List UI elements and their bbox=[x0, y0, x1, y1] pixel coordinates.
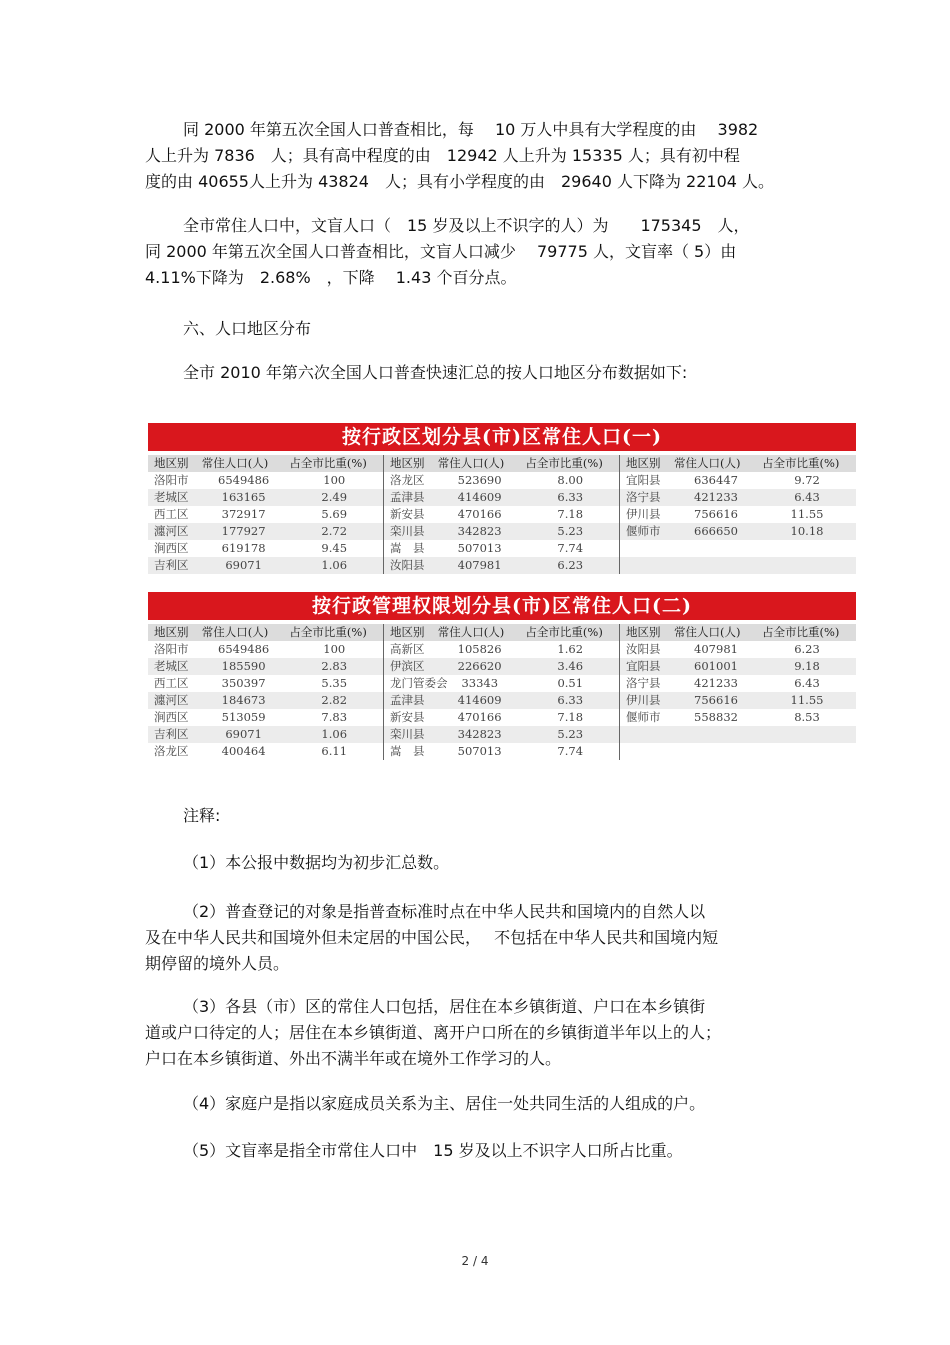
table-cell: 619178 bbox=[221, 541, 266, 555]
table-cell: 414609 bbox=[457, 490, 502, 504]
table-row bbox=[384, 675, 619, 692]
table-row bbox=[148, 675, 383, 692]
table-cell: 老城区 bbox=[154, 490, 189, 504]
table-row bbox=[384, 489, 619, 506]
text-line: 期停留的境外人员。 bbox=[145, 954, 290, 973]
text-line: （3）各县（市）区的常住人口包括，居住在本乡镇街道、户口在本乡镇街 bbox=[183, 997, 706, 1016]
table-cell: 6549486 bbox=[218, 473, 270, 487]
table-cell: 7.74 bbox=[557, 541, 584, 555]
table-row bbox=[620, 472, 856, 489]
table-cell: 洛宁县 bbox=[626, 676, 661, 690]
table-cell bbox=[674, 540, 758, 557]
note-3 bbox=[145, 994, 805, 1072]
table-row bbox=[620, 557, 856, 574]
table-header-cell: 地区别 bbox=[626, 625, 661, 639]
table-cell bbox=[758, 557, 856, 574]
table-cell: 嵩 县 bbox=[390, 541, 425, 555]
table-cell: 372917 bbox=[221, 507, 266, 521]
table-row bbox=[148, 692, 383, 709]
table-cell: 西工区 bbox=[154, 676, 189, 690]
table-cell: 新安县 bbox=[390, 710, 425, 724]
table-cell: 吉利区 bbox=[154, 558, 189, 572]
table-header-cell: 占全市比重(%) bbox=[289, 625, 367, 639]
table-cell: 513059 bbox=[221, 710, 266, 724]
table-cell: 666650 bbox=[694, 524, 738, 538]
table-cell: 5.23 bbox=[557, 524, 584, 538]
table-cell: 342823 bbox=[457, 524, 502, 538]
table-cell: 宜阳县 bbox=[626, 473, 661, 487]
table-title: 按行政管理权限划分县(市)区常住人口(二) bbox=[148, 592, 856, 620]
table-cell: 6.23 bbox=[557, 558, 584, 572]
text-line: 人上升为 7836 人；具有高中程度的由 12942 人上升为 15335 人；具有初中程 bbox=[145, 146, 740, 165]
table-cell: 5.35 bbox=[321, 676, 348, 690]
table-cell: 9.18 bbox=[794, 659, 820, 673]
table-header-cell: 地区别 bbox=[154, 456, 189, 470]
table-cell: 11.55 bbox=[790, 507, 824, 521]
table-header-cell: 常住人口(人) bbox=[201, 625, 269, 639]
table-cell bbox=[758, 726, 856, 743]
table-cell: 洛宁县 bbox=[626, 490, 661, 504]
table-row bbox=[384, 658, 619, 675]
table-cell: 470166 bbox=[457, 507, 502, 521]
table-header-cell: 地区别 bbox=[390, 456, 425, 470]
table-cell: 高新区 bbox=[390, 642, 425, 656]
table-cell: 洛龙区 bbox=[154, 744, 189, 758]
table-row bbox=[620, 709, 856, 726]
table-header-cell: 常住人口(人) bbox=[437, 456, 505, 470]
text-line: 同 2000 年第五次全国人口普查相比，每 10 万人中具有大学程度的由 3982 bbox=[183, 120, 759, 139]
table-cell: 7.83 bbox=[321, 710, 348, 724]
table-cell: 嵩 县 bbox=[390, 744, 425, 758]
table-cell: 69071 bbox=[225, 727, 262, 741]
table-cell: 507013 bbox=[457, 541, 502, 555]
table-cell: 6549486 bbox=[218, 642, 270, 656]
intro-paragraph bbox=[145, 360, 805, 386]
table-header-cell: 占全市比重(%) bbox=[525, 625, 603, 639]
text-line: 4.11%下降为 2.68% ，下降 1.43 个百分点。 bbox=[145, 268, 517, 287]
table-cell: 7.74 bbox=[557, 744, 584, 758]
table-cell: 1.06 bbox=[321, 727, 348, 741]
table-row bbox=[148, 709, 383, 726]
table-cell: 吉利区 bbox=[154, 727, 189, 741]
table-cell: 558832 bbox=[694, 710, 738, 724]
table-cell bbox=[620, 557, 674, 574]
table-body bbox=[148, 455, 856, 574]
table-cell: 栾川县 bbox=[390, 524, 425, 538]
table-cell: 偃师市 bbox=[626, 524, 661, 538]
table-cell: 470166 bbox=[457, 710, 502, 724]
table-cell: 瀍河区 bbox=[154, 524, 189, 538]
table-cell: 1.06 bbox=[321, 558, 348, 572]
table-header-row bbox=[148, 624, 383, 641]
table-row bbox=[148, 658, 383, 675]
table-row bbox=[384, 540, 619, 557]
text-line: 及在中华人民共和国境外但未定居的中国公民， 不包括在中华人民共和国境内短 bbox=[145, 928, 719, 947]
table-cell: 孟津县 bbox=[390, 490, 425, 504]
table-cell: 2.72 bbox=[321, 524, 348, 538]
table-cell: 伊川县 bbox=[626, 507, 661, 521]
table-cell: 185590 bbox=[221, 659, 266, 673]
note-2 bbox=[145, 899, 805, 977]
literacy-paragraph bbox=[145, 213, 805, 291]
table-cell: 3.46 bbox=[557, 659, 584, 673]
table-row bbox=[384, 726, 619, 743]
table-column bbox=[620, 455, 856, 574]
table-cell: 100 bbox=[323, 473, 346, 487]
table-cell bbox=[620, 743, 674, 760]
table-row bbox=[620, 658, 856, 675]
table-cell: 伊滨区 bbox=[390, 659, 425, 673]
table-column bbox=[384, 624, 620, 760]
table-cell bbox=[674, 557, 758, 574]
intro-text: 全市 2010 年第六次全国人口普查快速汇总的按人口地区分布数据如下: bbox=[183, 363, 688, 382]
table-header-cell: 常住人口(人) bbox=[674, 625, 741, 639]
table-cell: 100 bbox=[323, 642, 346, 656]
table-cell: 8.00 bbox=[557, 473, 584, 487]
table-cell: 350397 bbox=[221, 676, 266, 690]
table-row bbox=[384, 641, 619, 658]
text-line: 同 2000 年第五次全国人口普查相比，文盲人口减少 79775 人，文盲率（ 5）由 bbox=[145, 242, 737, 261]
table-cell: 523690 bbox=[457, 473, 502, 487]
education-paragraph bbox=[145, 117, 805, 195]
table-row bbox=[148, 726, 383, 743]
table-cell: 9.45 bbox=[321, 541, 348, 555]
table-column bbox=[620, 624, 856, 760]
table-row bbox=[384, 523, 619, 540]
table-row bbox=[148, 743, 383, 760]
table-row bbox=[148, 540, 383, 557]
section-title-text: 六、人口地区分布 bbox=[183, 319, 312, 338]
table-cell: 6.43 bbox=[794, 676, 820, 690]
table-cell: 507013 bbox=[457, 744, 502, 758]
table-cell: 1.62 bbox=[557, 642, 584, 656]
table-cell: 0.51 bbox=[557, 676, 584, 690]
table-cell: 涧西区 bbox=[154, 541, 189, 555]
table-cell: 400464 bbox=[221, 744, 266, 758]
table-row bbox=[620, 523, 856, 540]
table-header-cell: 地区别 bbox=[154, 625, 189, 639]
table-cell bbox=[758, 540, 856, 557]
table-cell: 宜阳县 bbox=[626, 659, 661, 673]
table-cell: 342823 bbox=[457, 727, 502, 741]
table-cell: 龙门管委会 bbox=[390, 676, 448, 690]
table-row bbox=[620, 726, 856, 743]
table-cell: 2.49 bbox=[321, 490, 348, 504]
table-row bbox=[620, 540, 856, 557]
table-header-row bbox=[384, 455, 619, 472]
table-cell: 2.83 bbox=[321, 659, 348, 673]
table-cell: 414609 bbox=[457, 693, 502, 707]
table-cell: 孟津县 bbox=[390, 693, 425, 707]
table-cell bbox=[674, 726, 758, 743]
table-cell: 偃师市 bbox=[626, 710, 661, 724]
table-cell: 6.11 bbox=[321, 744, 348, 758]
table-cell: 184673 bbox=[221, 693, 266, 707]
table-header-row bbox=[384, 624, 619, 641]
table-cell: 瀍河区 bbox=[154, 693, 189, 707]
table-cell: 421233 bbox=[694, 490, 738, 504]
table-body bbox=[148, 624, 856, 760]
table-row bbox=[384, 557, 619, 574]
table-column bbox=[148, 455, 384, 574]
notes-heading-text: 注释: bbox=[183, 806, 221, 825]
table-cell bbox=[620, 726, 674, 743]
text-line: （4）家庭户是指以家庭成员关系为主、居住一处共同生活的人组成的户。 bbox=[183, 1094, 706, 1113]
table-cell: 10.18 bbox=[790, 524, 824, 538]
table-cell: 6.23 bbox=[794, 642, 820, 656]
table-cell: 洛阳市 bbox=[154, 473, 189, 487]
section-title bbox=[145, 316, 805, 342]
note-1 bbox=[145, 850, 805, 876]
table-cell: 226620 bbox=[457, 659, 502, 673]
table-cell: 5.69 bbox=[321, 507, 348, 521]
text-line: 户口在本乡镇街道、外出不满半年或在境外工作学习的人。 bbox=[145, 1049, 562, 1068]
table-header-row bbox=[620, 455, 856, 472]
table-cell: 421233 bbox=[694, 676, 738, 690]
table-cell: 9.72 bbox=[794, 473, 820, 487]
table-row bbox=[620, 675, 856, 692]
table-cell: 新安县 bbox=[390, 507, 425, 521]
text-line: 道或户口待定的人；居住在本乡镇街道、离开户口所在的乡镇街道半年以上的人； bbox=[145, 1023, 722, 1042]
table-header-cell: 常住人口(人) bbox=[201, 456, 269, 470]
population-table-1 bbox=[148, 423, 856, 574]
table-cell: 33343 bbox=[461, 676, 499, 690]
table-header-row bbox=[620, 624, 856, 641]
table-row bbox=[620, 743, 856, 760]
table-cell: 756616 bbox=[694, 693, 738, 707]
page-number: 2 / 4 bbox=[461, 1254, 489, 1268]
table-cell: 636447 bbox=[694, 473, 738, 487]
table-cell: 涧西区 bbox=[154, 710, 189, 724]
table-cell: 177927 bbox=[221, 524, 266, 538]
text-line: （5）文盲率是指全市常住人口中 15 岁及以上不识字人口所占比重。 bbox=[183, 1141, 683, 1160]
table-header-cell: 地区别 bbox=[626, 456, 661, 470]
table-cell: 69071 bbox=[225, 558, 262, 572]
text-line: 度的由 40655人上升为 43824 人；具有小学程度的由 29640 人下降为 22104 人。 bbox=[145, 172, 775, 191]
table-cell bbox=[758, 743, 856, 760]
table-cell: 2.82 bbox=[321, 693, 348, 707]
table-row bbox=[148, 489, 383, 506]
text-line: （1）本公报中数据均为初步汇总数。 bbox=[183, 853, 450, 872]
text-line: （2）普查登记的对象是指普查标准时点在中华人民共和国境内的自然人以 bbox=[183, 902, 706, 921]
table-cell bbox=[674, 743, 758, 760]
table-cell: 汝阳县 bbox=[390, 558, 425, 572]
table-cell: 西工区 bbox=[154, 507, 189, 521]
table-cell: 407981 bbox=[694, 642, 738, 656]
table-cell: 11.55 bbox=[790, 693, 824, 707]
table-header-cell: 占全市比重(%) bbox=[762, 456, 840, 470]
table-header-cell: 占全市比重(%) bbox=[762, 625, 840, 639]
table-column bbox=[384, 455, 620, 574]
table-header-cell: 占全市比重(%) bbox=[525, 456, 603, 470]
table-cell: 栾川县 bbox=[390, 727, 425, 741]
table-row bbox=[148, 557, 383, 574]
table-header-cell: 地区别 bbox=[390, 625, 425, 639]
note-5 bbox=[145, 1138, 805, 1164]
table-cell: 5.23 bbox=[557, 727, 584, 741]
table-cell: 105826 bbox=[457, 642, 502, 656]
table-cell: 6.43 bbox=[794, 490, 820, 504]
table-header-cell: 占全市比重(%) bbox=[289, 456, 367, 470]
table-cell: 407981 bbox=[457, 558, 502, 572]
table-row bbox=[384, 743, 619, 760]
table-row bbox=[384, 506, 619, 523]
table-cell: 8.53 bbox=[794, 710, 820, 724]
table-cell: 756616 bbox=[694, 507, 738, 521]
table-row bbox=[620, 506, 856, 523]
table-cell: 6.33 bbox=[557, 693, 584, 707]
table-cell: 老城区 bbox=[154, 659, 189, 673]
notes-heading bbox=[145, 803, 805, 829]
table-cell: 洛龙区 bbox=[390, 473, 425, 487]
table-row bbox=[148, 641, 383, 658]
table-row bbox=[384, 709, 619, 726]
table-row bbox=[384, 692, 619, 709]
table-row bbox=[148, 472, 383, 489]
table-cell: 6.33 bbox=[557, 490, 584, 504]
table-row bbox=[148, 523, 383, 540]
table-cell: 汝阳县 bbox=[626, 642, 661, 656]
table-cell: 伊川县 bbox=[626, 693, 661, 707]
table-header-row bbox=[148, 455, 383, 472]
table-title: 按行政区划分县(市)区常住人口(一) bbox=[148, 423, 856, 451]
table-cell: 163165 bbox=[221, 490, 266, 504]
table-row bbox=[148, 506, 383, 523]
population-table-2 bbox=[148, 592, 856, 760]
table-row bbox=[620, 692, 856, 709]
table-cell: 洛阳市 bbox=[154, 642, 189, 656]
table-row bbox=[384, 472, 619, 489]
table-header-cell: 常住人口(人) bbox=[674, 456, 741, 470]
table-cell: 7.18 bbox=[557, 507, 584, 521]
table-cell: 601001 bbox=[694, 659, 738, 673]
table-cell bbox=[620, 540, 674, 557]
text-line: 全市常住人口中，文盲人口（ 15 岁及以上不识字的人）为 175345 人， bbox=[183, 216, 750, 235]
table-cell: 7.18 bbox=[557, 710, 584, 724]
table-column bbox=[148, 624, 384, 760]
table-row bbox=[620, 641, 856, 658]
table-row bbox=[620, 489, 856, 506]
table-header-cell: 常住人口(人) bbox=[437, 625, 505, 639]
note-4 bbox=[145, 1091, 805, 1117]
